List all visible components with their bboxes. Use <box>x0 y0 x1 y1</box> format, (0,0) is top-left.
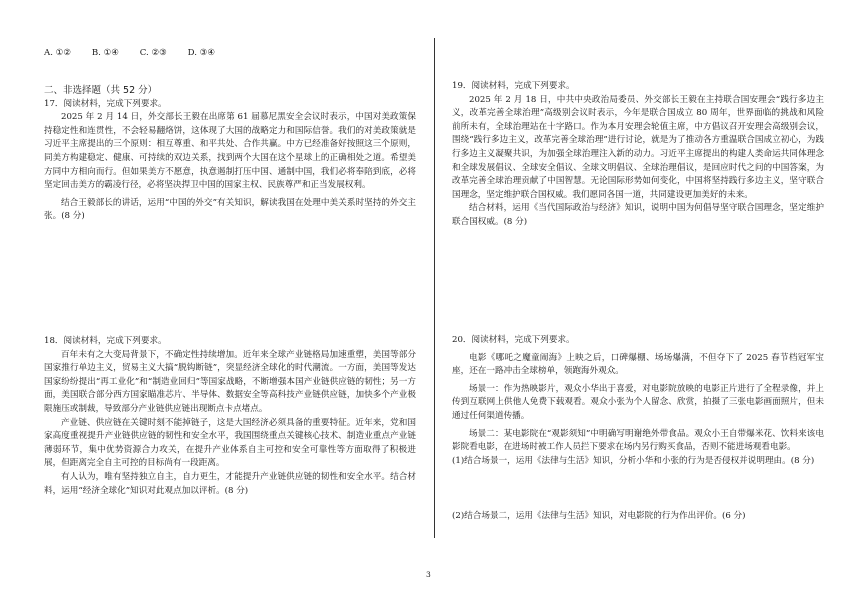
q17-material: 2025 年 2 月 14 日，外交部长王毅在出席第 61 届慕尼黑安全会议时表示，中国对美政策保持稳定性和连贯性，不会轻易翻烙饼，这体现了大国的战略定力和国际信誉。我们的对美政策就是习近平主席提出的三个原则：相互尊重、和平共处、合作共赢。中方已经准备好按照这三个原则，同美方构建稳定、健康、可持续的双边关系，找到两个大国在这个星球上的正确相处之道。希望美方同中方相向而行。但如果美方不愿意，执意遏制打压中国、通制中国，我们必将奉陪到底，必将坚定回击美方的霸凌行径，必将坚决捍卫中国的国家主权、民族尊严和正当发展权利。 <box>44 112 416 191</box>
option-b: B. ①④ <box>91 48 119 58</box>
right-column <box>452 0 824 607</box>
q20-material: 电影《哪吒之魔童闹海》上映之后，口碑爆棚、场场爆满，不但夺下了 2025 春节档冠军宝座，还在一路冲击全球榜单，领跑海外观众。 <box>452 352 824 377</box>
q20-sub-question-2: (2)结合场景二，运用《法律与生活》知识，对电影院的行为作出评价。(6 分) <box>452 511 746 521</box>
q20-title: 20．阅读材料，完成下列要求。 <box>452 335 575 345</box>
option-c: C. ②③ <box>139 48 167 58</box>
q17-question: 结合王毅部长的讲话，运用“中国的外交”有关知识，解读我国在处理中美关系时坚持的外交主张。(8 分) <box>44 197 416 222</box>
section-title: 二、非选择题（共 52 分） <box>44 85 158 96</box>
q18-material-2: 产业链、供应链在关键时刻不能掉链子，这是大国经济必须具备的重要特征。近年来，党和国家高度重视提升产业链供应链的韧性和安全水平，我国围绕重点关键核心技术、制造业重点产业链薄弱环节，集中优势资源合力攻关，在提升产业体系自主可控和安全可靠性等方面取得了积极进展，但距离完全自主可控的目标尚有一段距离。 <box>44 417 416 469</box>
page-number: 3 <box>426 570 431 579</box>
q18-question: 有人认为，唯有坚持独立自主，自力更生，才能提升产业链供应链的韧性和安全水平。结合材料，运用“经济全球化”知识对此观点加以评析。(8 分) <box>44 471 416 496</box>
q19-material: 2025 年 2 月 18 日，中共中央政治局委员、外交部长王毅在主持联合国安理会“践行多边主义，改革完善全球治理”高级别会议时表示，今年是联合国成立 80 周年，世界面临的挑战和风险前所未有，全球治理站在十字路口。作为本月安理会轮值主席，中方倡议召开安理会高级别会议，围绕“践行多边主义，改革完善全球治理”进行讨论，就是为了推动各方重温联合国成立初心，为践行多边主义凝聚共识，为加强全球治理注入新的动力。习近平主席提出的构建人类命运共同体理念和全球发展倡议、全球安全倡议、全球文明倡议、全球治理倡议，是回应时代之问的中国答案，为改革完善全球治理贡献了中国智慧。无论国际形势如何变化，中国将坚持践行多边主义，坚守联合国理念，坚定维护联合国权威。我们愿同各国一道，共同建设更加美好的未来。 <box>452 94 824 200</box>
q19-question: 结合材料，运用《当代国际政治与经济》知识，说明中国为何倡导坚守联合国理念，坚定维护联合国权威。(8 分) <box>452 203 824 227</box>
question-18 <box>44 335 416 498</box>
column-divider <box>434 38 435 538</box>
q20-sub-question-1: (1)结合场景一，运用《法律与生活》知识，分析小华和小张的行为是否侵权并说明理由。(8 分) <box>452 455 815 466</box>
question-20 <box>452 334 824 468</box>
q17-title: 17．阅读材料，完成下列要求。 <box>44 98 167 109</box>
option-a: A. ①② <box>44 48 72 58</box>
q20-scene-2: 场景二：某电影院在“观影须知”中明确写明谢绝外带食品。观众小王自带爆米花、饮料来该电影院看电影，在进场时被工作人员拦下要求在场内另行购买食品，否则不能进场观看电影。 <box>452 428 824 453</box>
q20-part-2 <box>452 510 824 524</box>
option-d: D. ③④ <box>187 48 216 58</box>
q19-title: 19．阅读材料，完成下列要求。 <box>452 81 575 91</box>
section-non-choice <box>44 84 416 224</box>
q20-scene-1: 场景一：作为热映影片，观众小华出于喜爱，对电影院放映的电影正片进行了全程录像，并上传到互联网上供他人免费下载观看。观众小张为个人留念、欣赏，拍摄了三张电影画面照片，但未通过任何渠道传播。 <box>452 383 824 421</box>
q18-title: 18．阅读材料，完成下列要求。 <box>44 336 167 346</box>
left-column <box>44 0 416 607</box>
question-19 <box>452 80 824 230</box>
q18-material-1: 百年未有之大变局背景下，不确定性持续增加。近年来全球产业链格局加速重塑，美国等部分国家推行单边主义，贸易主义大搞“脱钩断链”，突显经济全球化的时代潮流。一方面，美国等发达国家纷纷提出“再工业化”和“制造业回归”等国家战略，不断增强本国产业链供应链的韧性；另一方面，美国联合部分西方国家瞄准芯片、半导体、数据安全等高科技产业链供应链，加快多个产业极限施压或制裁，导致部分产业链供应链出现断点卡点堵点。 <box>44 349 416 414</box>
answer-options <box>44 47 233 61</box>
